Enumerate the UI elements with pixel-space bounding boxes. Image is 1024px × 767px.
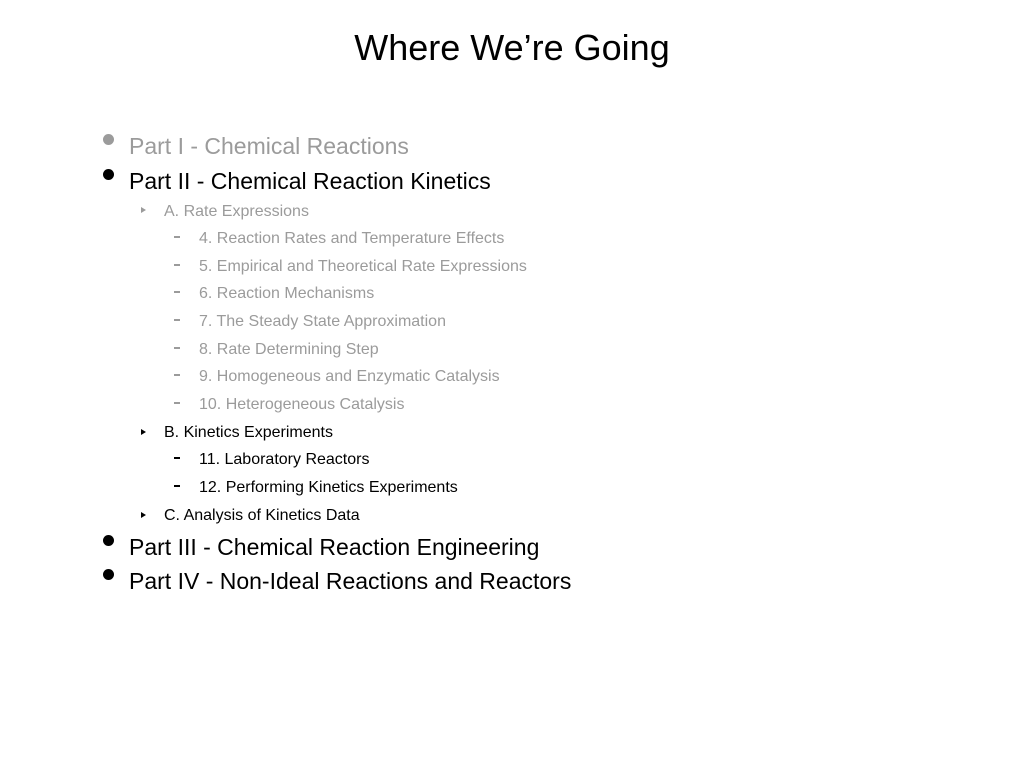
outline-item: 7. The Steady State Approximation (199, 313, 446, 330)
outline-item: 8. Rate Determining Step (199, 341, 379, 358)
dash-bullet-icon (174, 485, 180, 487)
dash-bullet-icon (174, 347, 180, 349)
triangle-bullet-icon (141, 512, 146, 518)
dash-bullet-icon (174, 457, 180, 459)
outline-part-3: Part III - Chemical Reaction Engineering (129, 534, 540, 560)
dash-bullet-icon (174, 264, 180, 266)
triangle-bullet-icon (141, 429, 146, 435)
outline-section-a: A. Rate Expressions (164, 203, 309, 220)
round-bullet-icon (103, 134, 114, 145)
outline-part-1: Part I - Chemical Reactions (129, 133, 409, 159)
slide-title: Where We’re Going (354, 27, 670, 68)
dash-bullet-icon (174, 319, 180, 321)
outline-item: 10. Heterogeneous Catalysis (199, 396, 405, 413)
outline-part-4: Part IV - Non-Ideal Reactions and Reactors (129, 568, 572, 594)
triangle-bullet-icon (141, 207, 146, 213)
outline-item: 6. Reaction Mechanisms (199, 285, 375, 302)
outline-section-b: B. Kinetics Experiments (164, 424, 333, 441)
outline-item: 9. Homogeneous and Enzymatic Catalysis (199, 368, 500, 385)
round-bullet-icon (103, 569, 114, 580)
dash-bullet-icon (174, 374, 180, 376)
dash-bullet-icon (174, 291, 180, 293)
outline-item: 11. Laboratory Reactors (199, 451, 370, 468)
dash-bullet-icon (174, 402, 180, 404)
dash-bullet-icon (174, 236, 180, 238)
outline-item: 4. Reaction Rates and Temperature Effects (199, 230, 505, 247)
round-bullet-icon (103, 169, 114, 180)
round-bullet-icon (103, 535, 114, 546)
outline-item: 12. Performing Kinetics Experiments (199, 479, 458, 496)
outline-section-c: C. Analysis of Kinetics Data (164, 507, 360, 524)
outline-item: 5. Empirical and Theoretical Rate Expressions (199, 258, 527, 275)
outline-part-2: Part II - Chemical Reaction Kinetics (129, 168, 491, 194)
